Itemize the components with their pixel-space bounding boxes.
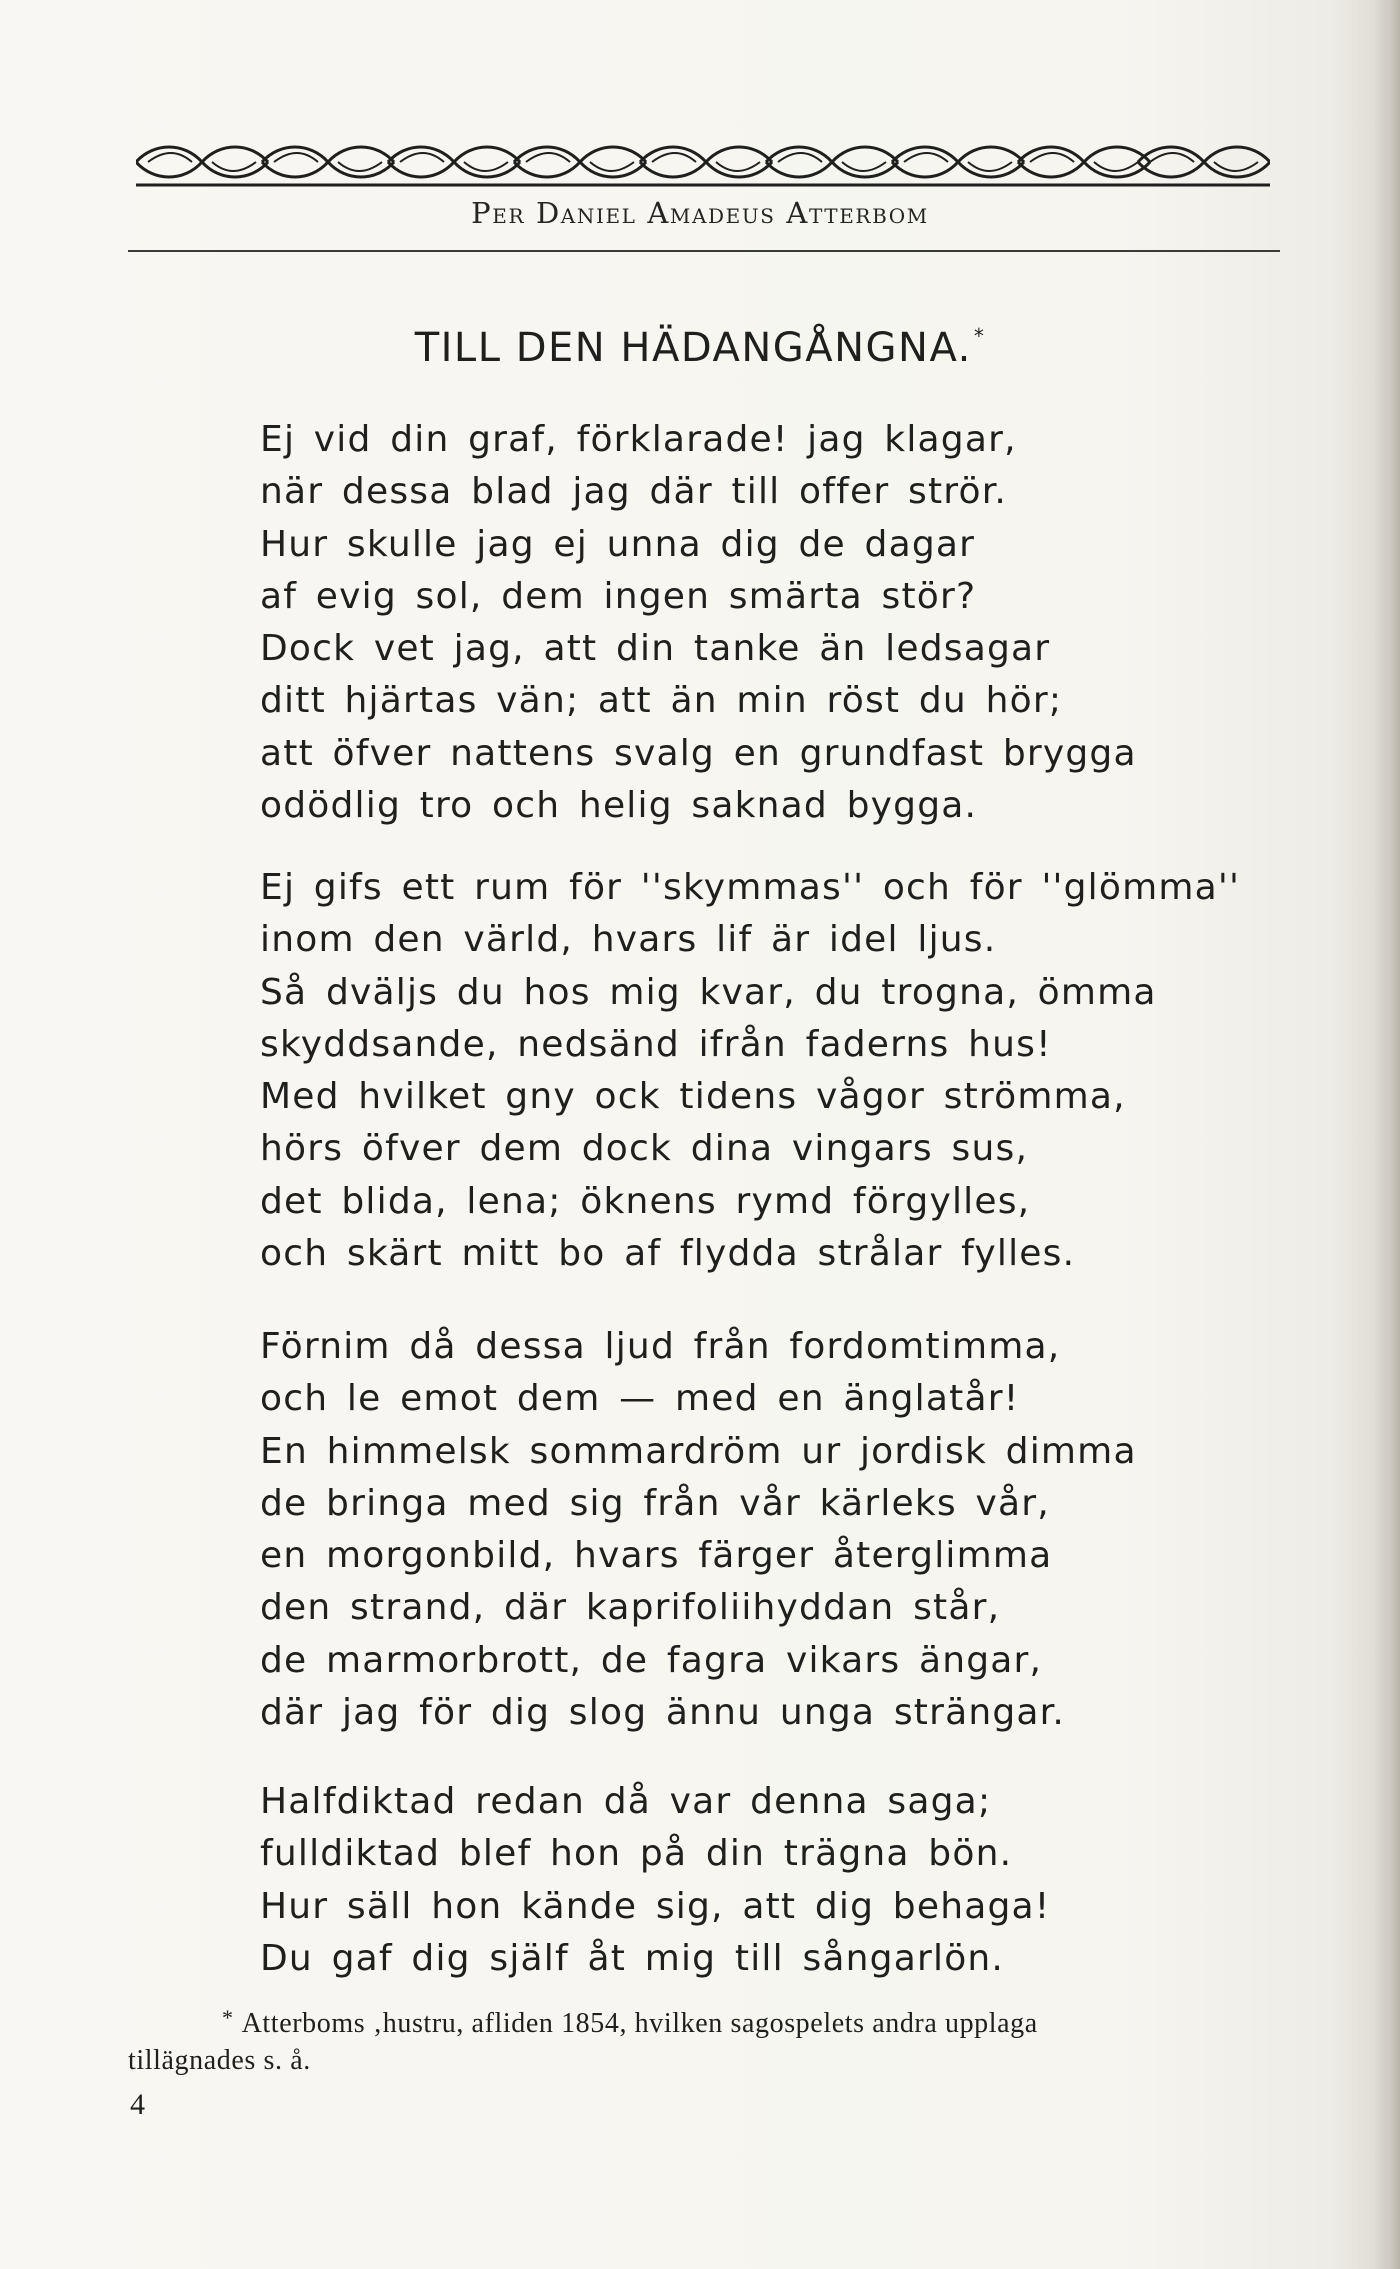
- poem-title: [0, 324, 1400, 371]
- poem-line: och skärt mitt bo af flydda strålar fylles.: [260, 1233, 1076, 1275]
- poem-title-text: TILL DEN HÄDANGÅNGNA.: [414, 325, 972, 371]
- poem-line: Ej vid din graf, förklarade! jag klagar,: [260, 419, 1017, 460]
- poem-line: den strand, där kaprifoliihyddan står,: [260, 1587, 1001, 1629]
- poem-line: Med hvilket gny ock tidens vågor strömma,: [260, 1076, 1126, 1118]
- poem-line: Så dväljs du hos mig kvar, du trogna, ömma: [260, 971, 1157, 1013]
- poem-line: Halfdiktad redan då var denna saga;: [260, 1781, 992, 1822]
- header-rule: [128, 250, 1280, 252]
- footnote-line-2: tillägnades s. å.: [128, 2045, 311, 2076]
- stanza-3: [260, 1321, 1280, 1739]
- poem-line: hörs öfver dem dock dina vingars sus,: [260, 1128, 1029, 1170]
- interlaced-border-ornament-icon: [136, 136, 1270, 188]
- poem-line: där jag för dig slog ännu unga strängar.: [260, 1692, 1066, 1734]
- title-footnote-mark: *: [973, 324, 986, 348]
- poem-line: skyddsande, nedsänd ifrån faderns hus!: [260, 1023, 1052, 1065]
- stanza-1: [260, 414, 1280, 832]
- poem-line: inom den värld, hvars lif är idel ljus.: [260, 919, 997, 961]
- poem-line: Dock vet jag, att din tanke än ledsagar: [260, 628, 1051, 670]
- poem-line: det blida, lena; öknens rymd förgylles,: [260, 1180, 1031, 1222]
- poem-line: att öfver nattens svalg en grundfast brygga: [260, 732, 1137, 774]
- poem-line: en morgonbild, hvars färger återglimma: [260, 1535, 1053, 1577]
- poem-line: ditt hjärtas vän; att än min röst du hör;: [260, 680, 1063, 722]
- stanza-4: [260, 1776, 1280, 1985]
- poem-line: Hur skulle jag ej unna dig de dagar: [260, 523, 976, 565]
- poem-line: fulldiktad blef hon på din trägna bön.: [260, 1833, 1013, 1875]
- poem-line: de marmorbrott, de fagra vikars ängar,: [260, 1639, 1043, 1681]
- poem-line: de bringa med sig från vår kärleks vår,: [260, 1482, 1050, 1524]
- running-head: Per Daniel Amadeus Atterbom: [471, 196, 929, 230]
- footnote: [128, 1999, 1288, 2079]
- stanza-2: [260, 862, 1280, 1280]
- page-number: 4: [130, 2088, 145, 2121]
- poem-line: af evig sol, dem ingen smärta stör?: [260, 575, 977, 617]
- poem-line: och le emot dem — med en änglatår!: [260, 1378, 1020, 1420]
- footnote-mark: *: [222, 2005, 234, 2030]
- footnote-text-1: Atterboms ‚hustru, afliden 1854, hvilken sagospelets andra upplaga: [241, 2008, 1038, 2039]
- poem-line: Hur säll hon kände sig, att dig behaga!: [260, 1885, 1051, 1927]
- footnote-line-1: [128, 1999, 1288, 2042]
- poem-line: när dessa blad jag där till offer strör.: [260, 471, 1008, 513]
- poem-line: odödlig tro och helig saknad bygga.: [260, 785, 978, 827]
- poem-line: Förnim då dessa ljud från fordomtimma,: [260, 1326, 1061, 1367]
- poem-line: Du gaf dig själf åt mig till sångarlön.: [260, 1937, 1005, 1979]
- poem-line: En himmelsk sommardröm ur jordisk dimma: [260, 1430, 1137, 1472]
- poem-line: Ej gifs ett rum för ''skymmas'' och för ''glömma'': [260, 867, 1241, 908]
